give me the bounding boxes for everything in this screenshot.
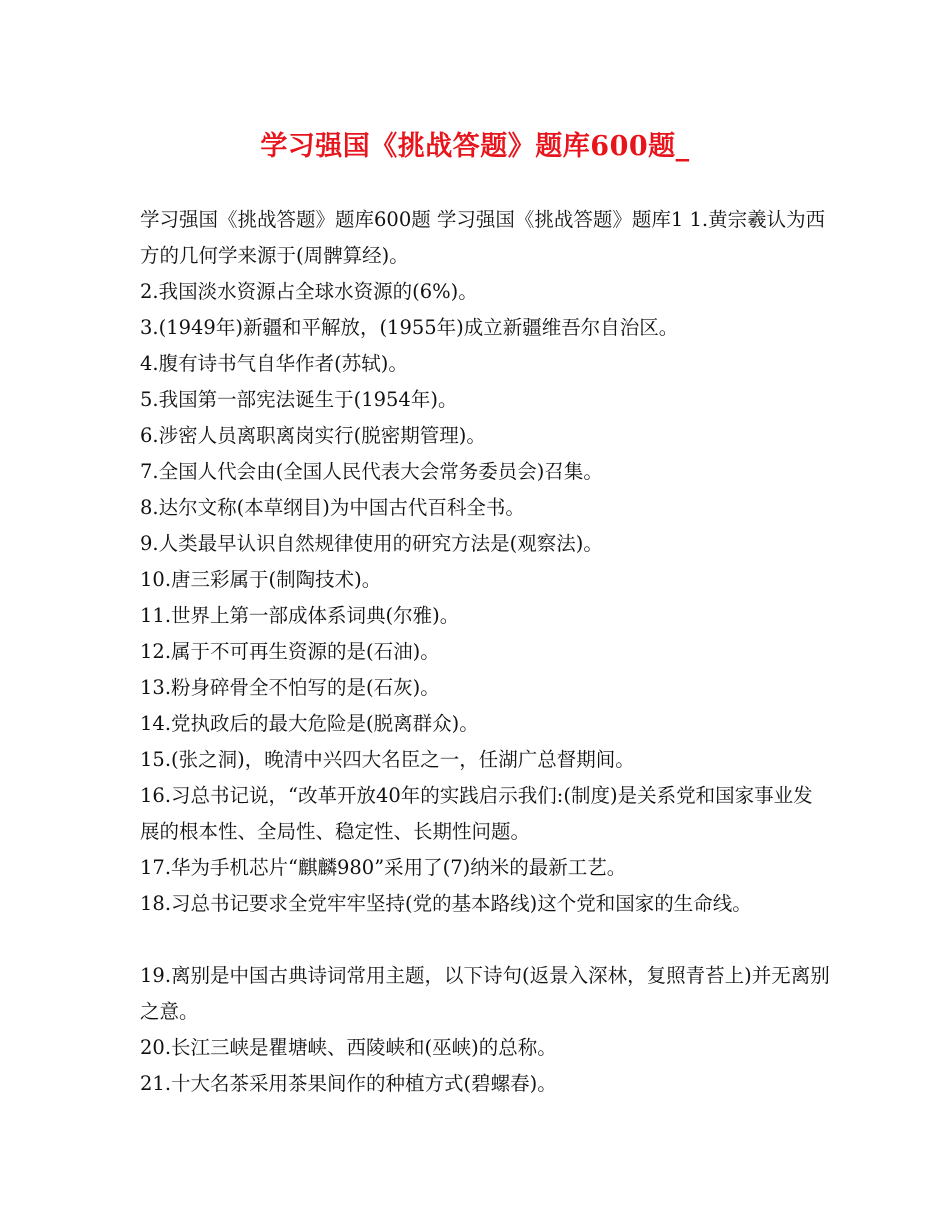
document-title: 学习强国《挑战答题》题库600题_ [260, 131, 690, 162]
paragraph: 9.人类最早认识自然规律使用的研究方法是(观察法)。 [140, 532, 603, 555]
paragraph: 19.离别是中国古典诗词常用主题，以下诗句(返景入深林，复照青苔上)并无离别之意。 [140, 964, 830, 1023]
document-body [140, 202, 830, 1102]
paragraph: 6.涉密人员离职离岗实行(脱密期管理)。 [140, 424, 486, 447]
paragraph: 10.唐三彩属于(制陶技术)。 [140, 568, 382, 591]
blank-line [140, 922, 830, 958]
paragraph: 13.粉身碎骨全不怕写的是(石灰)。 [140, 676, 440, 699]
paragraph: 7.全国人代会由(全国人民代表大会常务委员会)召集。 [140, 460, 603, 483]
paragraph: 14.党执政后的最大危险是(脱离群众)。 [140, 712, 479, 735]
paragraph: 17.华为手机芯片“麒麟980”采用了(7)纳米的最新工艺。 [140, 856, 627, 879]
paragraph: 18.习总书记要求全党牢牢坚持(党的基本路线)这个党和国家的生命线。 [140, 892, 752, 915]
paragraph: 学习强国《挑战答题》题库600题 学习强国《挑战答题》题库1 1.黄宗羲认为西方的几何学来源于(周髀算经)。 [140, 208, 826, 267]
paragraph-group-1 [140, 202, 830, 922]
paragraph: 21.十大名茶采用茶果间作的种植方式(碧螺春)。 [140, 1072, 557, 1095]
paragraph: 11.世界上第一部成体系词典(尔雅)。 [140, 604, 460, 627]
paragraph: 4.腹有诗书气自华作者(苏轼)。 [140, 352, 408, 375]
paragraph: 3.(1949年)新疆和平解放，(1955年)成立新疆维吾尔自治区。 [140, 316, 679, 339]
paragraph: 2.我国淡水资源占全球水资源的(6%)。 [140, 280, 478, 303]
paragraph: 16.习总书记说，“改革开放40年的实践启示我们:(制度)是关系党和国家事业发展的根本性、全局性、稳定性、长期性问题。 [140, 784, 813, 843]
paragraph: 20.长江三峡是瞿塘峡、西陵峡和(巫峡)的总称。 [140, 1036, 557, 1059]
paragraph: 5.我国第一部宪法诞生于(1954年)。 [140, 388, 458, 411]
paragraph: 8.达尔文称(本草纲目)为中国古代百科全书。 [140, 496, 525, 519]
paragraph: 12.属于不可再生资源的是(石油)。 [140, 640, 440, 663]
paragraph: 15.(张之洞)，晚清中兴四大名臣之一，任湖广总督期间。 [140, 748, 635, 771]
paragraph-group-2 [140, 958, 830, 1102]
